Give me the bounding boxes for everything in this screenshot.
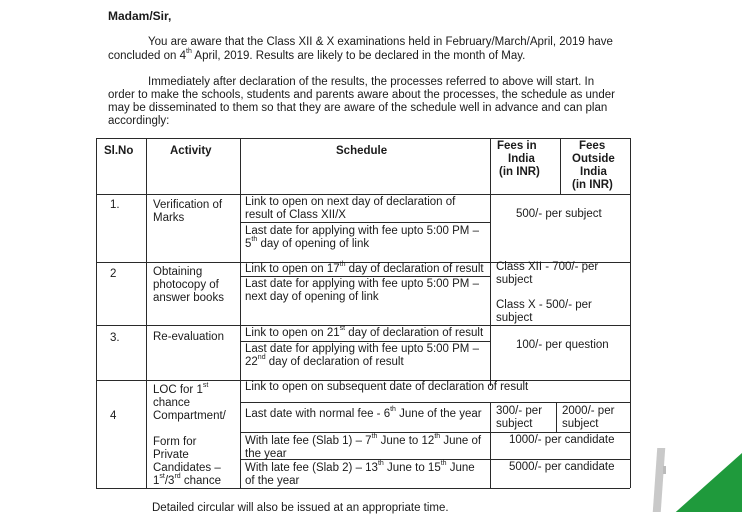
row2-activity-3: answer books <box>153 292 224 304</box>
para2-line3: may be disseminated to them so that they are aware of the schedule well in advance and can plan <box>108 102 608 114</box>
row2-schedule-1: Link to open on 17th day of declaration of result <box>245 261 484 275</box>
row3-schedule-2b: 22nd day of declaration of result <box>245 354 404 368</box>
header-fees-india-3: (in INR) <box>499 166 540 178</box>
row2-fee-xii-2: subject <box>496 274 533 286</box>
header-fees-outside-3: India <box>580 166 607 178</box>
row4-schedule-4b: of the year <box>245 475 300 487</box>
header-fees-india: Fees in <box>497 140 537 152</box>
row4-fee-slab2: 5000/- per candidate <box>509 461 615 473</box>
header-fees-outside-4: (in INR) <box>572 179 613 191</box>
row3-sl: 3. <box>110 332 120 344</box>
row1-schedule-2a: Last date for applying with fee upto 5:00 PM – <box>245 225 479 237</box>
row4-activity-3: Compartment/ <box>153 410 226 422</box>
para2-line4: accordingly: <box>108 115 170 127</box>
row2-schedule-2a: Last date for applying with fee upto 5:00 PM – <box>245 278 479 290</box>
para2-line2: order to make the schools, students and parents aware about the processes, the schedule as under <box>108 89 615 101</box>
row2-fee-x: Class X - 500/- per <box>496 299 592 311</box>
row4-schedule-3b: the year <box>245 448 287 460</box>
row4-fee-normal-india-1: 300/- per <box>496 405 543 417</box>
flag-graphic <box>670 440 742 512</box>
row4-fee-normal-outside-2: subject <box>562 418 599 430</box>
para2-line1: Immediately after declaration of the results, the processes referred to above will start. In <box>148 76 595 88</box>
row4-schedule-4a: With late fee (Slab 2) – 13th June to 15th June <box>245 460 475 474</box>
footer-note: Detailed circular will also be issued at an appropriate time. <box>152 502 449 514</box>
row4-fee-normal-outside-1: 2000/- per <box>562 405 615 417</box>
row3-activity: Re-evaluation <box>153 331 224 343</box>
row1-schedule-2b: 5th day of opening of link <box>245 236 370 250</box>
row4-activity-7: 1st/3rd chance <box>153 473 221 487</box>
header-schedule: Schedule <box>336 145 388 157</box>
row4-schedule-2: Last date with normal fee - 6th June of the year <box>245 406 482 420</box>
row2-fee-x-2: subject <box>496 312 533 324</box>
row4-activity-1: LOC for 1st <box>153 382 209 396</box>
row3-fee: 100/- per question <box>516 339 609 351</box>
row1-activity-2: Marks <box>153 212 185 224</box>
row3-schedule-1: Link to open on 21st day of declaration of result <box>245 325 484 339</box>
header-fees-india-2: India <box>508 153 535 165</box>
row1-schedule-1b: result of Class XII/X <box>245 209 346 221</box>
row4-activity-6: Candidates – <box>153 462 221 474</box>
row2-activity-1: Obtaining <box>153 266 203 278</box>
row4-activity-5: Private <box>153 449 189 461</box>
salutation: Madam/Sir, <box>108 9 172 23</box>
row2-fee-xii: Class XII - 700/- per <box>496 261 599 273</box>
row4-schedule-3a: With late fee (Slab 1) – 7th June to 12th June of <box>245 433 482 447</box>
row1-schedule-1a: Link to open on next day of declaration of <box>245 196 456 208</box>
row2-sl: 2 <box>110 268 117 280</box>
row4-schedule-1: Link to open on subsequent date of declaration of result <box>245 381 529 393</box>
header-activity: Activity <box>170 145 212 157</box>
row4-fee-slab1: 1000/- per candidate <box>509 434 615 446</box>
row2-activity-2: photocopy of <box>153 279 219 291</box>
row2-schedule-2b: next day of opening of link <box>245 291 379 303</box>
dash-decoration <box>663 466 666 474</box>
flag-pole-graphic <box>653 448 665 512</box>
row1-sl: 1. <box>110 199 120 211</box>
header-fees-outside: Fees <box>579 140 606 152</box>
header-fees-outside-2: Outside <box>572 153 615 165</box>
row1-activity-1: Verification of <box>153 199 223 211</box>
row4-sl: 4 <box>110 410 117 422</box>
para1-line2: concluded on 4th April, 2019. Results are likely to be declared in the month of May. <box>108 48 526 62</box>
row4-activity-2: chance <box>153 397 191 409</box>
row4-fee-normal-india-2: subject <box>496 418 533 430</box>
para1-line1: You are aware that the Class XII & X examinations held in February/March/April, 2019 have <box>148 36 613 48</box>
header-sl-no: Sl.No <box>104 145 134 157</box>
row4-activity-4: Form for <box>153 436 197 448</box>
row3-schedule-2a: Last date for applying with fee upto 5:00 PM – <box>245 343 479 355</box>
row1-fee: 500/- per subject <box>516 208 602 220</box>
